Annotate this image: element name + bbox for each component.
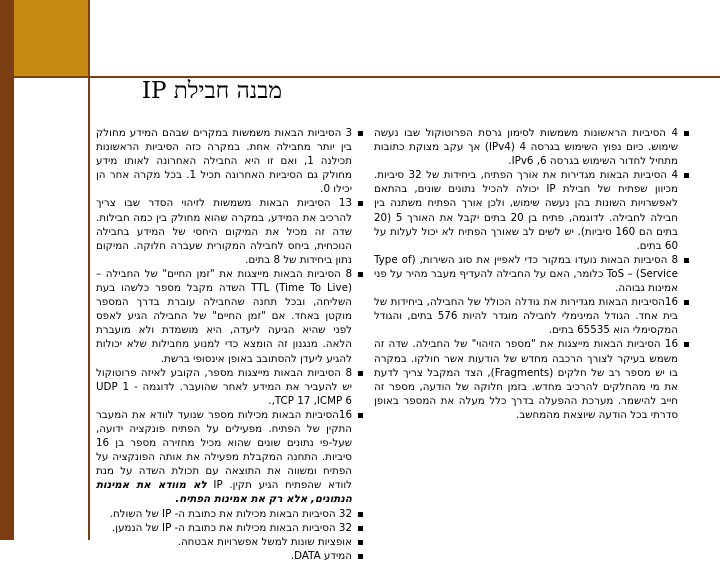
- bullet-type-of-service: 8 הסיביות הבאות נועדו במקור כדי לאפיין את סוג השירות, (Type of Service) – ToS כלומר, האם על החבילה להעדיף מעבר מהיר על פני אמינות גבוהה.: [374, 253, 690, 295]
- checksum-bold-note: לא מוודא את אמינות הנתונים, אלא רק את אמינות הפתיח.: [96, 479, 352, 506]
- checksum-text: 16הסיביות הבאות מכילות מספר שנועד לוודא את המעבר התקין של הפתיח. מפעילים על הפתיח פונקציה ידועה, שעל-פי נתונים שונים שהוא מכיל מחזירה מספר בן 16 סיביות. התחנה המקבלת מפעילה את אותה הפונקציה על הפתיח ומשווה את התוצאה עם תכולת השדה על מנת לוודא שהפתיח הגיע תקין. IP: [96, 408, 352, 492]
- bullet-total-length: 16הסיביות הבאות מגדירות את גודלה הכולל של החבילה, ביחידות של בית אחד. הגודל המינימלי לחבילה מוגדר להיות 576 בתים, והגודל המקסימלי הוא 65535 בתים.: [374, 295, 690, 337]
- bullet-destination-address: 32 הסיביות הבאות מכילות את כתובת ה- IP של הנמען.: [96, 521, 364, 535]
- bullet-protocol: 8 הסיביות הבאות מייצגות מספר, הקובע לאיזה פרוטוקול יש להעביר את המידע לאחר שהועבר. לדוגמה - UDP 1 ,TCP 17 ,ICMP 6.: [96, 366, 364, 408]
- bullet-fragment-offset: 13 הסיביות הבאות משמשות לזיהוי הסדר שבו צריך להרכיב את המידע, במקרה שהוא מחולק בין כמה חבילות. שדה זה מכיל את המיקום היחסי של המידע בחבילה הנוכחית, ביחס לחבילה המקורית שעברה חלוקה. המיקום נתון ביחידות של 8 בתים.: [96, 196, 364, 266]
- bullet-flags: 3 הסיביות הבאות משמשות במקרים שבהם המידע מחולק בין יותר מחבילה אחת. במקרה כזה הסיביות הראשונות תכילנה 1, ואם זו היא החבילה האחרונה לאותו מידע מחולק גם הסיביות האחרונה תכיל 1. בכל מקרה אחר הן יכילו 0.: [96, 126, 364, 196]
- frame-divider-vertical: [88, 0, 90, 540]
- corner-accent-square: [14, 0, 90, 76]
- bullet-data: המידע DATA.: [96, 549, 364, 563]
- bullet-header-length: 4 הסיביות הבאות מגדירות את אורך הפתיח, ביחידות של 32 סיביות. מכיוון שפתיח של חבילת IP יכולה להכיל נתונים שונים, בהתאם לאפשרויות השונות בהן נעשה שימוש, ולכן אורך הפתיח משתנה בין חבילה לחבילה. לדוגמה, פתיח בן 20 בתים יקבל את האורך 5 (20 בתים הם 160 סיביות). יש לשים לב שאורך הפתיח לא יכול לעלות על 60 בתים.: [374, 168, 690, 253]
- slide-title: מבנה חבילת IP: [141, 78, 282, 104]
- right-text-column: [374, 126, 690, 422]
- bullet-options: אופציות שונות למשל אפשרויות אבטחה.: [96, 535, 364, 549]
- bullet-version: 4 הסיביות הראשונות משמשות לסימון גרסת הפרוטוקול שבו נעשה שימוש. כיום נפוץ השימוש בגרסה 4 (IPv4) אך עקב מצוקת כתובות מתחיל לחדור השימוש בגרסה 6, IPv6.: [374, 126, 690, 168]
- bullet-source-address: 32 הסיביות הבאות מכילות את כתובת ה- IP של השולח.: [96, 507, 364, 521]
- title-divider-horizontal: [14, 76, 720, 78]
- bullet-ttl: 8 הסיביות הבאות מייצגות את "זמן החיים" של החבילה – TTL (Time To Live) השדה מקבל מספר כלשהו בעת השליחה, ובכל תחנה שהחבילה עוברת בדרך המספר מוקטן באחד. אם "זמן החיים" של החבילה הגיע לאפס לפני שהיא הגיעה ליעדה, היא מושמדת ולא מועברת הלאה. מנגנון זה הומצא כדי למנוע מחבילות שלא יכולות להגיע ליעדן להסתובב באופן אינסופי ברשת.: [96, 267, 364, 366]
- bullet-identification: 16 הסיביות הבאות מייצגות את "מספר הזיהוי" של החבילה. שדה זה משמש בעיקר לצורך הרכבה מחדש של הודעות אשר חולקו. במקרה בו יש מספר רב של חלקים (Fragments), הצד המקבל צריך לדעת את מי מהחלקים להרכיב מחדש. בזמן חלוקה של הודעה, מספר זה חייב להישמר. מערכת ההפעלה בדרך כלל מעלה את המספר באופן סדרתי בכל הודעה שיוצאת מהמחשב.: [374, 337, 690, 422]
- left-frame-bar: [0, 0, 14, 540]
- bullet-checksum: [96, 408, 364, 507]
- left-text-column: [96, 126, 364, 563]
